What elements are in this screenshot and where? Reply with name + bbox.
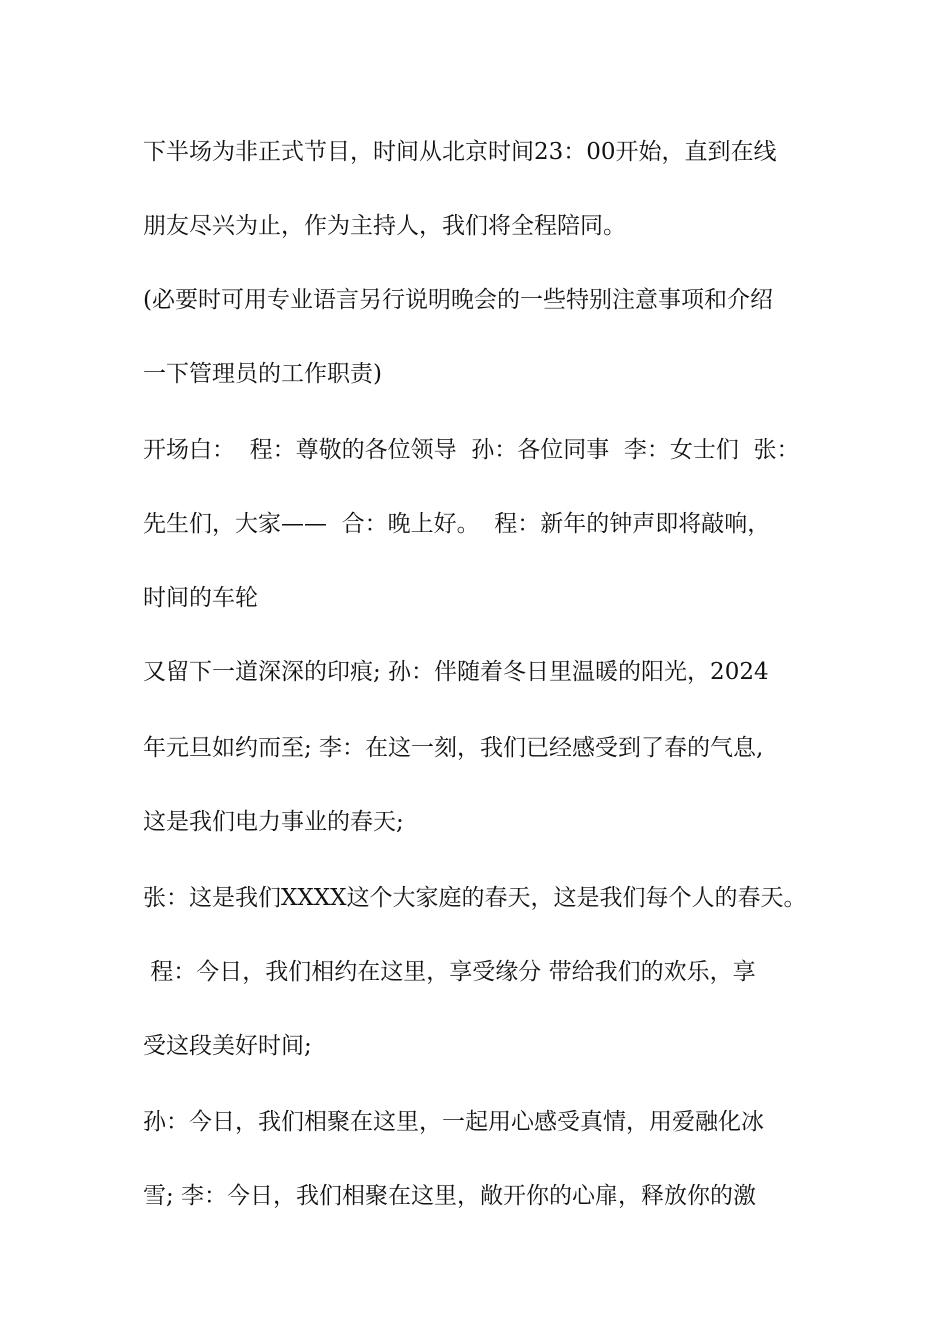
text-line: 朋友尽兴为止，作为主持人，我们将全程陪同。 (143, 213, 626, 239)
text-line: 受这段美好时间; (143, 1033, 312, 1059)
text-line: 张：这是我们XXXX这个大家庭的春天，这是我们每个人的春天。 (143, 885, 807, 911)
text-line: 下半场为非正式节目，时间从北京时间23：00开始，直到在线 (143, 139, 777, 165)
text-line: 孙：今日，我们相聚在这里，一起用心感受真情，用爱融化冰 (143, 1109, 764, 1135)
text-line: 又留下一道深深的印痕; 孙：伴随着冬日里温暖的阳光，2024 (143, 659, 769, 685)
text-line: 雪; 李：今日，我们相聚在这里，敞开你的心扉，释放你的激 (143, 1183, 757, 1209)
text-line: (必要时可用专业语言另行说明晚会的一些特别注意事项和介绍 (143, 287, 773, 313)
text-line: 程：今日，我们相约在这里，享受缘分 带给我们的欢乐，享 (143, 959, 756, 985)
text-line: 先生们，大家—— 合：晚上好。 程：新年的钟声即将敲响， (143, 511, 771, 537)
text-line: 这是我们电力事业的春天; (143, 809, 404, 835)
text-line: 开场白： 程：尊敬的各位领导 孙：各位同事 李：女士们 张： (143, 437, 800, 463)
text-line: 时间的车轮 (143, 585, 258, 611)
text-line: 一下管理员的工作职责) (143, 361, 382, 387)
text-line: 年元旦如约而至; 李：在这一刻，我们已经感受到了春的气息, (143, 735, 764, 761)
